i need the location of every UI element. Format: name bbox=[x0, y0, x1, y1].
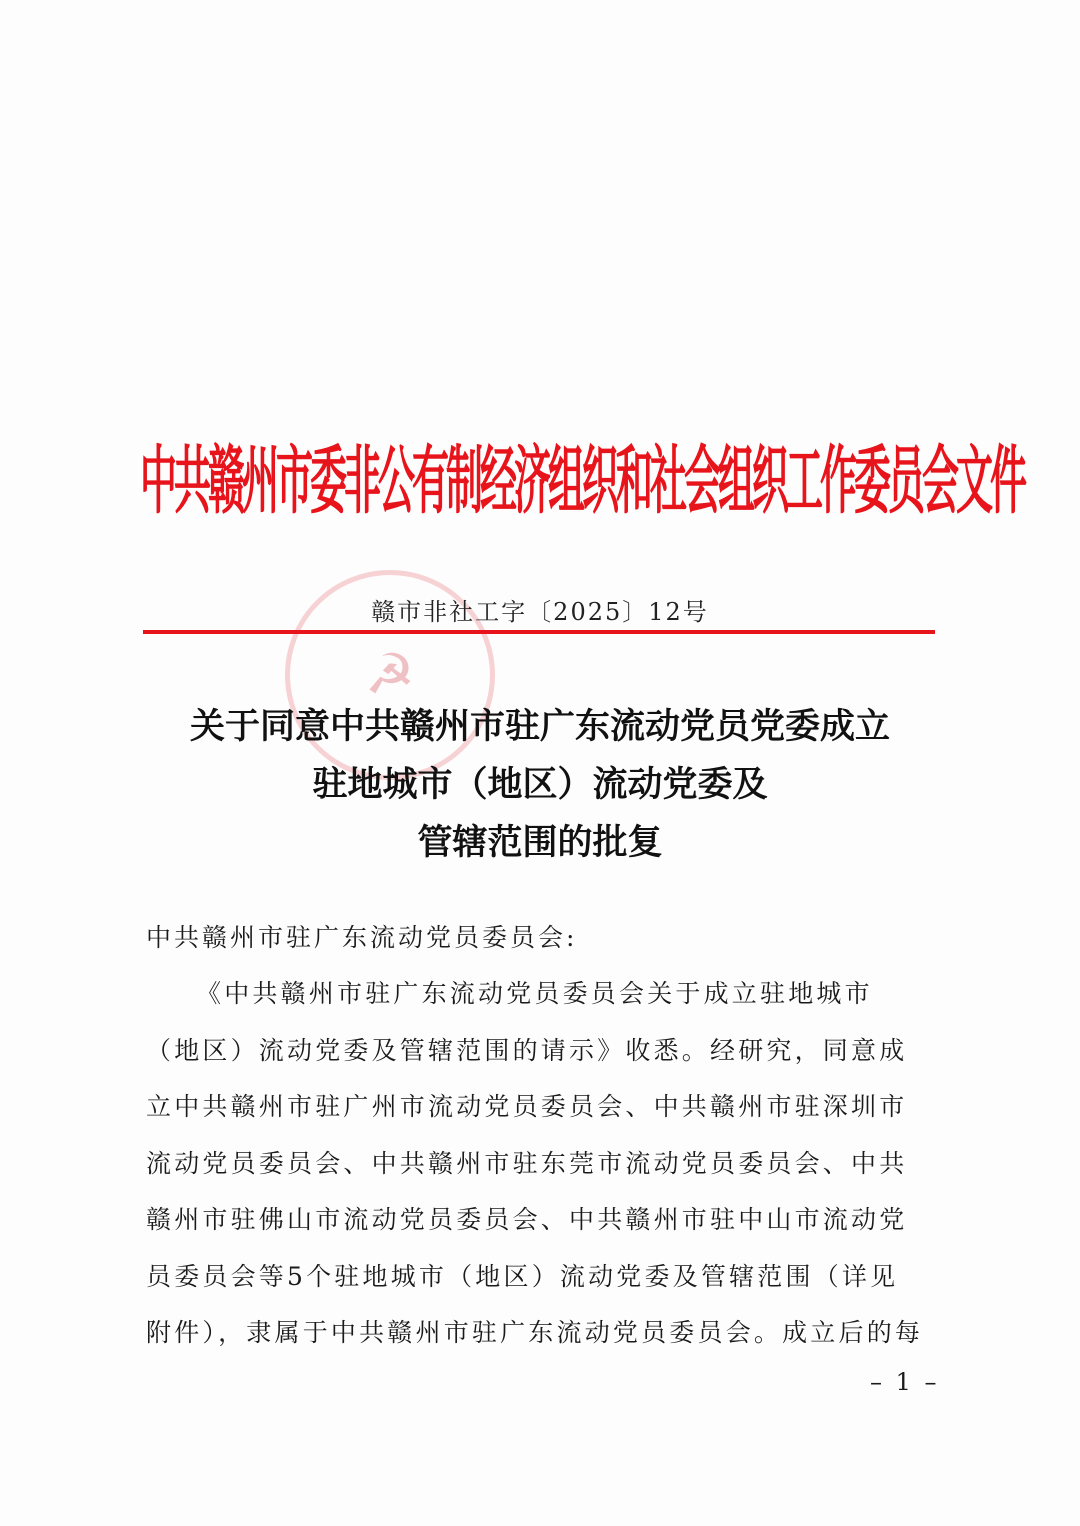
body-paragraph bbox=[146, 966, 938, 1362]
title-line: 管辖范围的批复 bbox=[417, 822, 663, 863]
addressee: 中共赣州市驻广东流动党员委员会: bbox=[146, 923, 578, 952]
title-line: 驻地城市（地区）流动党委及 bbox=[312, 764, 768, 805]
body-line: （地区）流动党委及管辖范围的请示》收悉。经研究，同意成 bbox=[146, 1035, 908, 1065]
party-emblem-seal-icon: ☭ bbox=[364, 642, 416, 708]
body-line: 附件），隶属于中共赣州市驻广东流动党员委员会。成立后的每 bbox=[146, 1318, 924, 1347]
body-line: 流动党员委员会、中共赣州市驻东莞市流动党员委员会、中共 bbox=[146, 1148, 908, 1178]
title-line: 关于同意中共赣州市驻广东流动党员党委成立 bbox=[189, 706, 890, 747]
body-line: 赣州市驻佛山市流动党员委员会、中共赣州市驻中山市流动党 bbox=[146, 1205, 908, 1234]
red-separator-line bbox=[143, 630, 935, 634]
document-title bbox=[120, 698, 960, 872]
issuer-header-title: 中共赣州市委非公有制经济组织和社会组织工作委员会文件 bbox=[140, 438, 1024, 524]
document-number: 赣市非社工字〔2025〕12号 bbox=[371, 598, 709, 626]
page-number: – 1 – bbox=[870, 1368, 940, 1396]
body-line: 立中共赣州市驻广州市流动党员委员会、中共赣州市驻深圳市 bbox=[146, 1092, 908, 1121]
body-line: 员委员会等5个驻地城市（地区）流动党委及管辖范围（详见 bbox=[146, 1261, 899, 1291]
body-line: 《中共赣州市驻广东流动党员委员会关于成立驻地城市 bbox=[196, 979, 873, 1008]
